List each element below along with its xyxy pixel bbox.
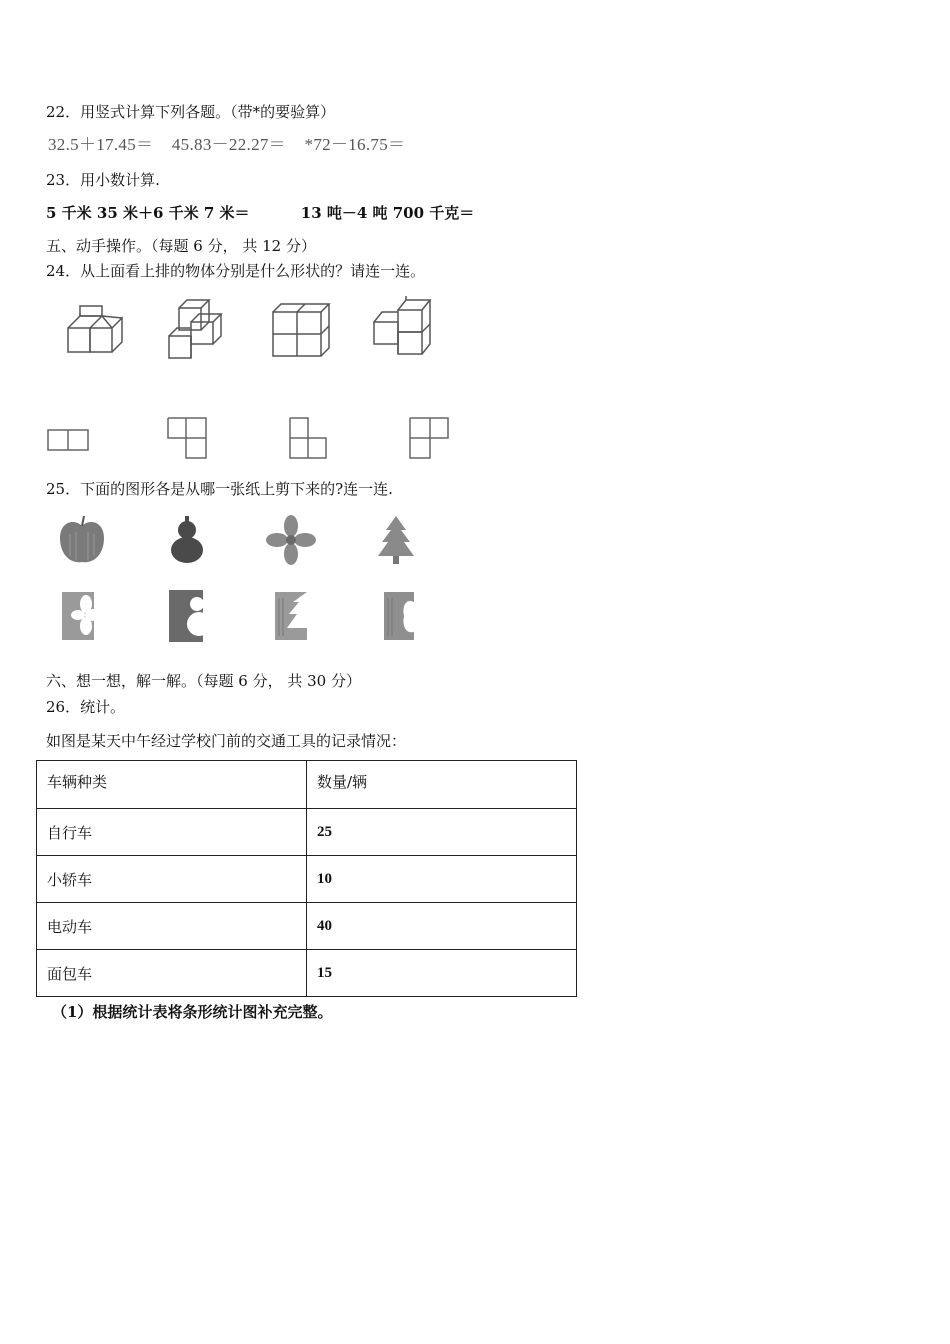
q22-expressions — [48, 135, 405, 155]
row-label: 面包车 — [37, 950, 307, 997]
paper-flower-hole — [56, 588, 106, 644]
row-value: 15 — [307, 950, 577, 997]
table-row — [37, 903, 577, 950]
q23-item-1: 5 千米 35 米＋6 千米 7 米＝ — [46, 204, 250, 222]
table-row — [37, 856, 577, 903]
q25-title: 25．下面的图形各是从哪一张纸上剪下来的?连一连. — [46, 480, 393, 498]
q22-expr-1: 32.5＋17.45＝ — [48, 135, 154, 154]
apple-shape — [54, 512, 110, 568]
header-count: 数量/辆 — [307, 761, 577, 809]
q26-title: 26．统计。 — [46, 698, 126, 716]
q22-expr-3: *72－16.75＝ — [304, 135, 406, 154]
q26-intro: 如图是某天中午经过学校门前的交通工具的记录情况： — [46, 732, 407, 750]
flower-shape — [263, 512, 319, 568]
view-L-shape-3 — [406, 410, 456, 460]
row-value: 25 — [307, 809, 577, 856]
header-vehicle-type: 车辆种类 — [37, 761, 307, 809]
q23-title: 23．用小数计算. — [46, 171, 160, 189]
q23-items — [46, 203, 474, 223]
q24-views-row — [46, 410, 456, 460]
tree-shape — [368, 512, 424, 568]
q25-shapes-row — [54, 512, 424, 568]
view-L-shape-1 — [166, 410, 216, 460]
view-L-shape-2 — [286, 410, 336, 460]
q26-subquestion-1: （1）根据统计表将条形统计图补充完整。 — [52, 1003, 333, 1021]
table-row — [37, 809, 577, 856]
row-value: 40 — [307, 903, 577, 950]
q24-objects-row — [58, 292, 438, 362]
table-header-row — [37, 761, 577, 809]
paper-gourd-hole — [163, 588, 213, 644]
section6-title: 六、想一想，解一解。（每题 6 分， 共 30 分） — [46, 672, 361, 690]
row-value: 10 — [307, 856, 577, 903]
table-row — [37, 950, 577, 997]
q22-title: 22．用竖式计算下列各题。（带*的要验算） — [46, 103, 336, 121]
cube-stack-3 — [265, 292, 335, 362]
row-label: 自行车 — [37, 809, 307, 856]
section5-title: 五、动手操作。（每题 6 分， 共 12 分） — [46, 237, 316, 255]
q24-title: 24．从上面看上排的物体分别是什么形状的？请连一连。 — [46, 262, 426, 280]
q23-item-2: 13 吨－4 吨 700 千克＝ — [300, 204, 475, 222]
q22-expr-2: 45.83－22.27＝ — [171, 135, 286, 154]
row-label: 小轿车 — [37, 856, 307, 903]
row-label: 电动车 — [37, 903, 307, 950]
paper-tree-hole — [269, 588, 319, 644]
vehicle-stats-table — [36, 760, 577, 997]
q25-papers-row — [56, 588, 426, 644]
gourd-shape — [159, 512, 215, 568]
cube-stack-4 — [368, 292, 438, 362]
paper-apple-hole — [376, 588, 426, 644]
view-two-squares — [46, 410, 96, 460]
cube-stack-1 — [58, 292, 128, 362]
cube-stack-2 — [161, 292, 231, 362]
